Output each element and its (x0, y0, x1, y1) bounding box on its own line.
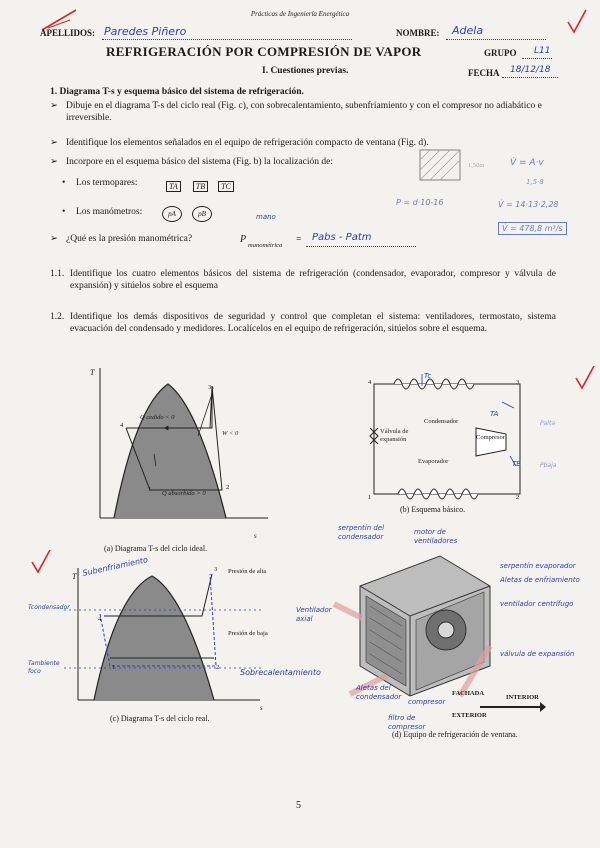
page-title: REFRIGERACIÓN POR COMPRESIÓN DE VAPOR (106, 44, 422, 59)
fecha-value: 18/12/18 (510, 65, 551, 75)
fig-a-T: T (90, 368, 95, 377)
note-6: V̇ = 478,8 m³/s (498, 222, 567, 235)
termo-label: Los termopares: (76, 178, 138, 188)
termo-tb: TB (193, 181, 208, 192)
fig-d-fachada: FACHADA (452, 690, 485, 697)
fig-c-2: 2 (216, 664, 220, 671)
fig-d-interior: INTERIOR (506, 694, 539, 701)
fig-d-l7: válvula de expansión (500, 650, 575, 658)
fig-c-sub: Subenfriamiento (81, 555, 149, 578)
grupo-label: GRUPO (484, 48, 517, 58)
fig-c-T: T (72, 572, 77, 581)
mano-pa: pA (162, 206, 182, 222)
fig-d-window-ac (330, 546, 500, 706)
fig-a-1: 1 (148, 486, 152, 493)
bullet-icon: • (62, 207, 66, 217)
presion-above: mano (256, 213, 276, 221)
fig-c-s: s (260, 704, 263, 712)
bullet-icon: • (62, 178, 66, 188)
nombre-label: NOMBRE: (396, 28, 440, 38)
nombre-value: Adela (452, 24, 484, 37)
arrow-icon: ➢ (50, 101, 58, 111)
arrow-icon: ➢ (50, 157, 58, 167)
page-number: 5 (296, 800, 301, 811)
q12-text: Identifique los demás dispositivos de seguridad y control que completan el sistema: ventiladores, termostato, sistema evacuación del condensado y medidores. Localícelos en el equipo de refrigeración, sitúelos sobre el esquema. (70, 312, 556, 334)
fig-b-alta: Palta (540, 420, 555, 427)
fig-d-l5: ventilador centrífugo (500, 600, 574, 608)
fig-a-ts-ideal (86, 366, 272, 536)
fig-d-l9: compresor (408, 698, 446, 706)
mano-label: Los manómetros: (76, 207, 143, 217)
fig-a-s: s (254, 532, 257, 540)
fig-c-tamb: Tambiente foco (28, 660, 60, 675)
presion-formula: P (240, 234, 247, 245)
mano-pb: pB (192, 206, 212, 222)
section-title: I. Cuestiones previas. (262, 66, 349, 76)
fig-b-comp: Compresor (476, 434, 505, 441)
fig-c-1: 1 (112, 664, 116, 671)
fig-b-tc: Tc (424, 372, 432, 380)
fig-d-l8: Aletas del condensador (356, 684, 402, 701)
course-header: Prácticas de Ingeniería Energética (250, 10, 350, 18)
fig-d-l3: serpentín evaporador (500, 562, 576, 570)
presion-sub: manométrica (248, 242, 283, 249)
fig-c-tcond: Tcondensador (28, 604, 70, 611)
note-1: 1,50m (468, 162, 485, 169)
fig-b-caption: (b) Esquema básico. (400, 505, 466, 514)
fig-d-l1: serpentín del condensador (338, 524, 385, 541)
fig-b-valv: Válvula de expansión (380, 428, 409, 443)
presion-eq: = (296, 235, 302, 245)
check-mark-icon (566, 8, 588, 36)
fig-d-caption: (d) Equipo de refrigeración de ventana. (392, 730, 518, 739)
fig-c-alta: Presión de alta (228, 568, 267, 575)
q11-text: Identifique los cuatro elementos básicos del sistema de refrigeración (condensador, evaporador, compresor y válvula de expansión) y sitúelos sobre el esquema (70, 269, 556, 291)
fig-b-tb: TB (512, 460, 522, 468)
fig-a-2: 2 (226, 484, 230, 491)
fig-a-3s: 3s (208, 384, 214, 391)
fig-d-l2: motor de ventiladores (414, 528, 458, 545)
termo-ta: TA (166, 181, 181, 192)
fig-c-caption: (c) Diagrama T-s del ciclo real. (110, 714, 210, 723)
fig-b-cond: Condensador (424, 418, 459, 425)
fig-d-l10: filtro de compresor (388, 714, 426, 731)
hatched-box-icon (418, 148, 464, 184)
note-3: 1,5·8 (526, 178, 544, 186)
fig-a-4: 4 (120, 422, 124, 429)
fig-a-caption: (a) Diagrama T-s del ciclo ideal. (104, 544, 208, 553)
q1-item3: Incorpore en el esquema básico del sistema (Fig. b) la localización de: (66, 157, 333, 167)
fig-a-w: W < 0 (222, 430, 239, 437)
fecha-label: FECHA (468, 68, 500, 78)
fig-c-3: 3 (214, 566, 218, 573)
check-mark-icon (574, 364, 596, 392)
q1-item1: Dibuje en el diagrama T-s del ciclo real (Fig. c), con sobrecalentamiento, subenfriamiento y con el compresor no adiabático e irreversible. (66, 101, 542, 123)
fig-c-baja: Presión de baja (228, 630, 268, 637)
fig-a-qced: Q cedido < 0 (140, 414, 175, 421)
fig-b-2: 2 (516, 494, 520, 501)
fig-c-ts-real (64, 566, 264, 712)
q1-heading: 1. Diagrama T-s y esquema básico del sistema de refrigeración. (50, 87, 304, 97)
q11-number: 1.1. (50, 269, 65, 279)
fig-b-evap: Evaporador (418, 458, 449, 465)
fig-c-4: 4 (98, 616, 102, 623)
arrow-icon: ➢ (50, 138, 58, 148)
fig-d-arrows (478, 700, 548, 714)
note-5: V̇ = 14·13·2,28 (498, 200, 559, 209)
q1-item2: Identifique los elementos señalados en el equipo de refrigeración compacto de ventana (Fig. d). (66, 138, 429, 148)
presion-answer: Pabs - Patm (312, 232, 372, 243)
fig-b-4: 4 (368, 379, 372, 386)
grupo-value: L11 (534, 46, 551, 56)
fig-b-3: 3 (516, 379, 520, 386)
fig-d-exterior: EXTERIOR (452, 712, 487, 719)
fig-b-ta: TA (490, 410, 499, 418)
fig-d-l6: Ventilador axial (296, 606, 332, 623)
fig-d-l4: Aletas de enfriamiento (500, 576, 580, 584)
note-4: P = d·10-16 (396, 198, 444, 207)
arrow-icon: ➢ (50, 234, 58, 244)
termo-tc: TC (218, 181, 234, 192)
note-2: V̇ = A·v (510, 158, 544, 168)
fig-a-qabs: Q absorbido > 0 (162, 490, 206, 497)
fig-b-baja: Pbaja (540, 462, 557, 469)
apellidos-label: APELLIDOS: (40, 28, 96, 38)
fig-b-1: 1 (368, 494, 372, 501)
apellidos-value: Paredes Piñero (104, 25, 187, 38)
check-mark-icon (30, 548, 52, 576)
q12-number: 1.2. (50, 312, 65, 322)
fig-c-sobre: Sobrecalentamiento (240, 668, 321, 677)
presion-label: ¿Qué es la presión manométrica? (66, 234, 193, 244)
